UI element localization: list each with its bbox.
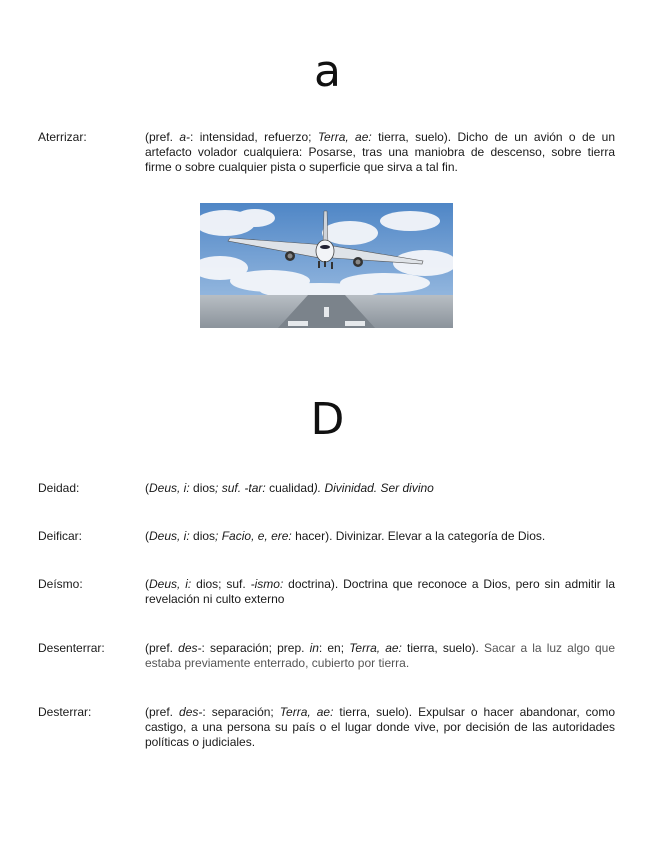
entry-term: Deificar: [38,529,83,543]
entry-term: Aterrizar: [38,130,87,144]
section-letter-a: a [314,46,341,97]
entry-definition: (pref. des-: separación; Terra, ae: tierra, suelo). Expulsar o hacer abandonar, como castigo, a una persona su país o el lugar donde vive, por decisión de las autoridades políticas o judiciales. [145,705,616,749]
entry-definition: (Deus, i: dios; Facio, e, ere: hacer). Divinizar. Elevar a la categoría de Dios. [145,529,546,543]
entry-term: Deísmo: [38,577,83,591]
airplane-landing-image [200,203,453,328]
entry-definition: (pref. des-: separación; prep. in: en; Terra, ae: tierra, suelo). Sacar a la luz algo que estaba previamente enterrado, cubierto por tierra. [145,641,615,670]
entry-definition: (Deus, i: dios; suf. -tar: cualidad). Divinidad. Ser divino [145,481,434,495]
entry-term: Desenterrar: [38,641,105,655]
section-letter-d: D [310,394,345,445]
entry-definition: (Deus, i: dios; suf. -ismo: doctrina). Doctrina que reconoce a Dios, pero sin admitir la revelación ni culto externo [145,577,616,606]
entry-term: Desterrar: [38,705,92,719]
entry-definition: (pref. a-: intensidad, refuerzo; Terra, ae: tierra, suelo). Dicho de un avión o de un artefacto volador cualquiera: Posarse, tras una maniobra de descenso, sobre tierra firme o sobre cualquier pista o superficie que sirva a tal fin. [145,130,615,174]
entry-term: Deidad: [38,481,80,495]
